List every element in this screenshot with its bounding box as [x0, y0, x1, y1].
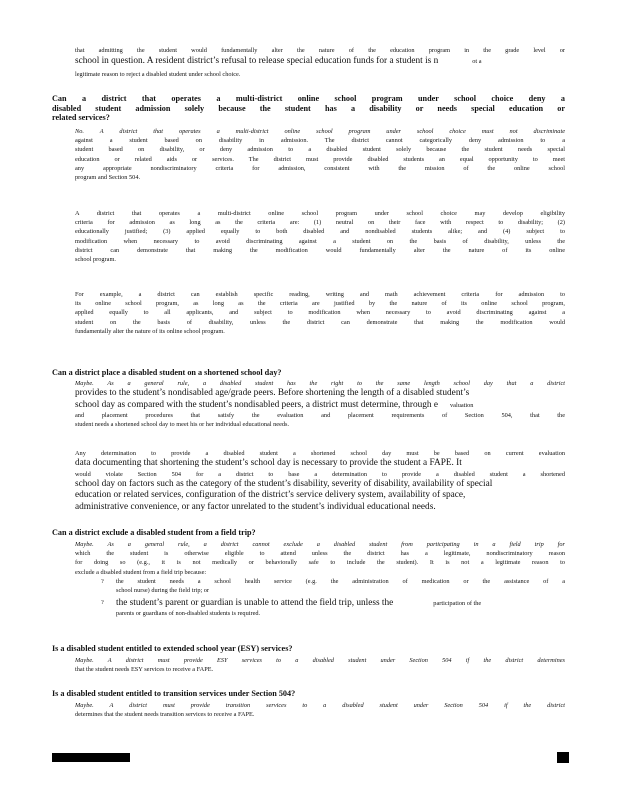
question-field-trip: Can a district exclude a disabled student from a field trip? — [52, 528, 256, 537]
intro-line-2: school in question. A resident district’s refusal to release special education funds for a student is n ot a — [75, 56, 482, 66]
intro-line-1: that admitting the student would fundamentally alter the nature of the education program in the grade level or — [75, 47, 565, 54]
bullet-2-line1: the student’s parent or guardian is unable to attend the field trip, unless the participation of the — [116, 598, 482, 608]
answer-shortened-p2: Any determination to provide a disabled student a shortened school day must be based on current evaluation data documenting that shortening the student’s school day is necessary to provide the student a FAPE. It would violate Section 504 for a district to base a determination to provide a disabled student a shortened school day on factors such as the category of the student’s disability, severity of disability, availability of special education or related services, configuration of the district’s service delivery system, availability of space, administrative convenience, or any factor unrelated to the student’s individual educational needs. — [75, 450, 565, 512]
answer-shortened-p1: Maybe. As a general rule, a disabled student has the right to the same length school day that a district provides to the student’s nondisabled age/grade peers. Before shortening the length of a disabled student’s school day as compared with the student’s nondisabled peers, a district must determine, through e valuation and placement procedures that satisfy the evaluation and placement requirements of Section 504, that the student needs a shortened school day to meet his or her individual educational needs. — [75, 380, 565, 429]
answer-esy: Maybe. A district must provide ESY services to a disabled student under Section 504 if the district determines that the student needs ESY services to receive a FAPE. — [75, 657, 565, 674]
answer-field-trip-p1: Maybe. As a general rule, a district cannot exclude a disabled student from participating in a field trip for which the student is otherwise eligible to attend unless the district has a legitimate, nondiscriminatory reason for doing so (e.g., it is not medically or behaviorally safe to include the student). It is not a legitimate reason to exclude a disabled student from a field trip because: — [75, 541, 565, 576]
footer-page-marker — [557, 752, 569, 763]
bullet-mark: ? — [101, 578, 104, 585]
field-trip-bullet-1-text: the student needs a school health service (e.g. the administration of medication or the assistance of a school nurse) during the field trip; or — [116, 578, 565, 595]
intro-line-3: legitimate reason to reject a disabled student under school choice. — [75, 71, 241, 78]
answer-online-p3: For example, a district can establish specific reading, writing and math achievement criteria for admission to its online school program, as long as the criteria are justified by the nature of its online school program, applied equally to all applicants, and subject to modification when necessary to avoid discriminating against a student on the basis of disability, unless the district can demonstrate that making the modification would fundamentally alter the nature of its online school program. — [75, 291, 565, 335]
footer-redaction-bar — [52, 753, 130, 762]
field-trip-bullet-2-text: the student’s parent or guardian is unable to attend the field trip, unless the participation of the parents or guardians of non-disabled students is required. — [116, 598, 565, 619]
question-shortened-day: Can a district place a disabled student on a shortened school day? — [52, 368, 282, 377]
answer-transition: Maybe. A district must provide transition services to a disabled student under Section 504 if the district determines that the student needs transition services to receive a FAPE. — [75, 702, 565, 719]
answer-online-p2: A district that operates a multi-district online school program under school choice may develop eligibility criteria for admission as long as the criteria are: (1) neutral on their face with respect to disability; (2) educationally justified; (3) applied equally to both disabled and nondisabled students alike; and (4) subject to modification when necessary to avoid discriminating against a student on the basis of disability, unless the district can demonstrate that making the modification would fundamentally alter the nature of its online school program. — [75, 210, 565, 264]
question-online-program: Can a district that operates a multi-district online school program under school choice deny a disabled student admission solely because the student has a disability or needs special education or related services? — [52, 94, 565, 123]
question-transition: Is a disabled student entitled to transition services under Section 504? — [52, 689, 296, 698]
question-esy: Is a disabled student entitled to extended school year (ESY) services? — [52, 644, 293, 653]
answer-online-p1: No. A district that operates a multi-district online school program under school choice must not discriminate against a student based on disability in admission. The district cannot categorically deny admission to a student based on disability, or deny admission to a disabled student solely because the student needs special education or related aids or services. The district must provide disabled students an equal opportunity to meet any appropriate nondiscriminatory criteria for admission, consistent with the mission of the online school program and Section 504. — [75, 128, 565, 182]
bullet-mark: ? — [101, 599, 104, 606]
shortened-p1-line3: school day as compared with the student’s nondisabled peers, a district must determine, through e valuation — [75, 399, 474, 410]
